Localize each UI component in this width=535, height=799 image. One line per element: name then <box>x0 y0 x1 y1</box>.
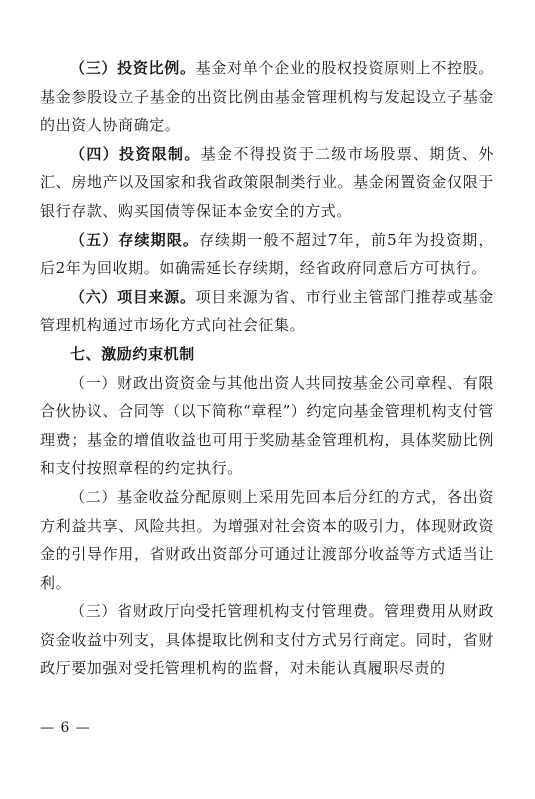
paragraph-text: 基金对单个企业的股权投资原则上不控股。基金参股设立子基金的出资比例由基金管理机构与发起设立子基金的出资人协商确定。 <box>40 59 494 135</box>
paragraph-profit-distribution: （二）基金收益分配原则上采用先回本后分红的方式，各出资方利益共享、风险共担。为增强对社会资本的吸引力，体现财政资金的引导作用，省财政出资部分可通过让渡部分收益等方式适当让利。 <box>40 487 494 592</box>
paragraph-investment-ratio <box>40 54 494 140</box>
paragraph-lead: （六）项目来源。 <box>70 287 196 306</box>
paragraph-project-source <box>40 283 494 340</box>
paragraph-text: 基金不得投资于二级市场股票、期货、外汇、房地产以及国家和我省政策限制类行业。基金闲置资金仅限于银行存款、购买国债等保证本金安全的方式。 <box>40 144 494 220</box>
paragraph-management-fee: （一）财政出资资金与其他出资人共同按基金公司章程、有限合伙协议、合同等（以下简称“章程”）约定向基金管理机构支付管理费；基金的增值收益也可用于奖励基金管理机构，具体奖励比例和支付按照章程的约定执行。 <box>40 373 494 478</box>
document-body <box>40 54 494 683</box>
section-heading: 七、激励约束机制 <box>70 344 195 363</box>
paragraph-duration <box>40 226 494 283</box>
paragraph-lead: （五）存续期限。 <box>70 230 200 249</box>
paragraph-lead: （四）投资限制。 <box>70 144 201 163</box>
paragraph-investment-restrictions <box>40 140 494 226</box>
page-number: — 6 — <box>40 720 91 736</box>
paragraph-text: 存续期一般不超过7年，前5年为投资期，后2年为回收期。如确需延长存续期，经省政府同意后方可执行。 <box>40 230 494 278</box>
paragraph-text: 项目来源为省、市行业主管部门推荐或基金管理机构通过市场化方式向社会征集。 <box>40 287 494 335</box>
paragraph-lead: （三）投资比例。 <box>70 59 196 77</box>
paragraph-trustee-fee: （三）省财政厅向受托管理机构支付管理费。管理费用从财政资金收益中列支，具体提取比例和支付方式另行商定。同时，省财政厅要加强对受托管理机构的监督，对未能认真履职尽责的 <box>40 602 494 678</box>
